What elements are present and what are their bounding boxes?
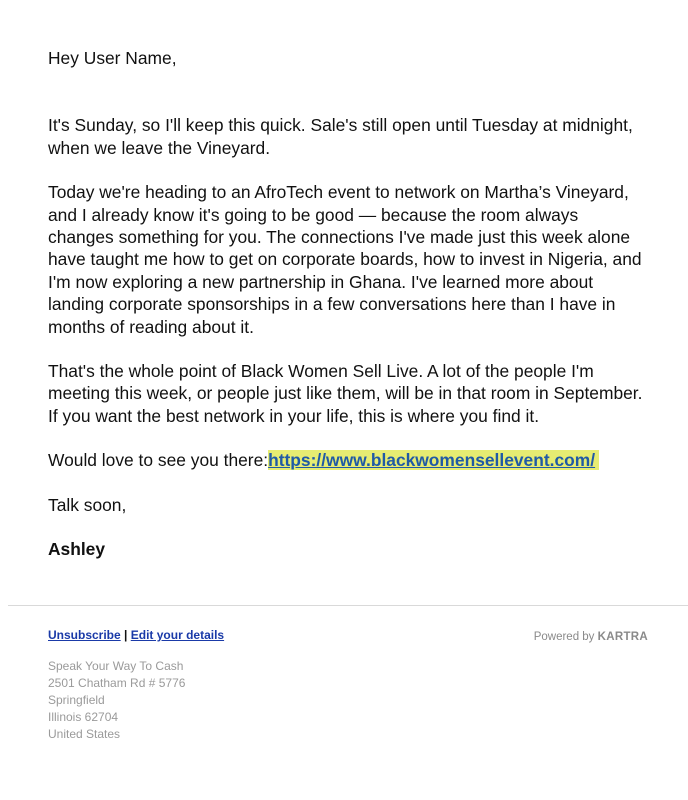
powered-by-label: Powered by [533,631,595,643]
signoff: Talk soon, [48,494,127,515]
event-link[interactable]: https://www.blackwomensellevent.com/ [268,450,599,470]
paragraph-black-women-sell-live: That's the whole point of Black Women Sell Live. A lot of the people I'm meeting this week, or people just like them, will be in that room in September. If you want the best network in your life, this is where you find it. [48,361,643,426]
unsubscribe-link[interactable]: Unsubscribe [48,628,121,642]
sender-address [48,658,185,743]
powered-by-kartra[interactable] [534,630,648,644]
address-street: 2501 Chatham Rd # 5776 [48,676,186,690]
paragraph-sale: It's Sunday, so I'll keep this quick. Sale's still open until Tuesday at midnight, when we leave the Vineyard. [48,115,633,158]
footer-links [48,627,224,643]
address-city: Springfield [48,693,105,707]
signature: Ashley [48,539,106,560]
cta-line [48,449,648,471]
address-name: Speak Your Way To Cash [48,659,184,673]
address-country: United States [48,727,121,741]
paragraph-afrotech: Today we're heading to an AfroTech event to network on Martha’s Vineyard, and I already know it's going to be good — because the room always changes something for you. The connections I've made just this week alone have taught me how to get on corporate boards, how to invest in Nigeria, and I'm now exploring a new partnership in Ghana. I've learned more about landing corporate sponsorships in a few conversations here than I have in months of reading about it. [48,182,642,337]
greeting: Hey User Name, [48,48,177,68]
cta-text: Would love to see you there: [48,450,269,471]
footer-link-separator: | [124,628,128,642]
email-body [48,47,648,561]
footer-divider [8,605,688,606]
edit-details-link[interactable]: Edit your details [130,628,225,642]
kartra-brand: KARTRA [597,631,648,643]
address-state-zip: Illinois 62704 [48,710,119,724]
